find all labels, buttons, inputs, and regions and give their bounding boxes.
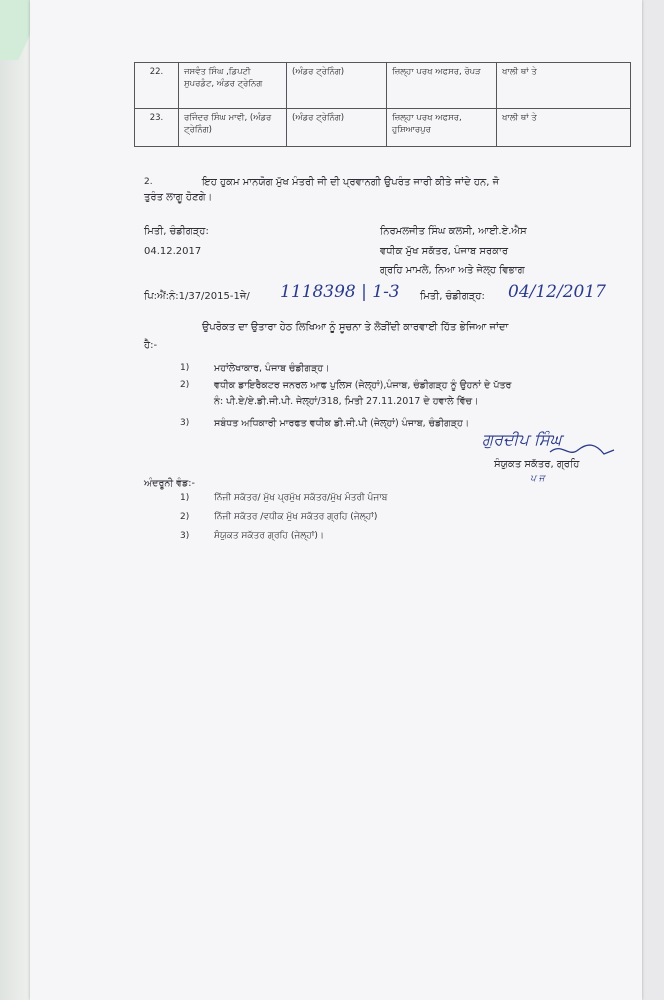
- endorsement-date-label: ਮਿਤੀ, ਚੰਡੀਗੜ੍ਹ:: [420, 291, 485, 302]
- internal-item-text: ਸੰਯੁਕਤ ਸਕੱਤਰ ਗ੍ਰਹਿ (ਜੇਲ੍ਹਾਂ)।: [214, 531, 324, 541]
- endorsement-item-text: ਵਧੀਕ ਡਾਇਰੈਕਟਰ ਜਨਰਲ ਆਫ ਪੁਲਿਸ (ਜੇਲ੍ਹਾਂ),ਪੰਜਾਬ, ਚੰਡੀਗੜ੍ਹ ਨੂੰ ਉਹਨਾਂ ਦੇ ਪੱਤਰ: [214, 380, 512, 391]
- row-vacancy: ਖਾਲੀ ਥਾਂ ਤੇ: [497, 63, 631, 109]
- para2-number: 2.: [144, 177, 153, 187]
- para2-line1: ਇਹ ਹੁਕਮ ਮਾਨਯੋਗ ਮੁੱਖ ਮੰਤਰੀ ਜੀ ਦੀ ਪ੍ਰਵਾਨਗੀ ਉਪਰੰਤ ਜਾਰੀ ਕੀਤੇ ਜਾਂਦੇ ਹਨ, ਜੋ: [202, 177, 500, 188]
- internal-item-text: ਨਿੱਜੀ ਸਕੱਤਰ/ ਮੁੱਖ ਪ੍ਰਮੁੱਖ ਸਕੱਤਰ/ਮੁੱਖ ਮੰਤਰੀ ਪੰਜਾਬ: [214, 493, 388, 503]
- internal-item-number: 3): [180, 531, 190, 541]
- endorsement-date: 04/12/2017: [508, 282, 606, 302]
- handwritten-signature: ਗੁਰਦੀਪ ਸਿੰਘ: [482, 430, 562, 449]
- row-status: (ਅੰਡਰ ਟ੍ਰੇਨਿੰਗ): [287, 63, 387, 109]
- endorsement-item-text-cont: ਨੰ: ਪੀ.ਏ/ਏ.ਡੀ.ਜੀ.ਪੀ. ਜੇਲ੍ਹਾਂ/318, ਮਿਤੀ 27.11.2017 ਦੇ ਹਵਾਲੇ ਵਿੱਚ।: [214, 396, 479, 407]
- row-number: 23.: [135, 109, 179, 147]
- endorsement-item-number: 3): [180, 418, 190, 428]
- endorsement-item-number: 2): [180, 380, 190, 390]
- row-status: (ਅੰਡਰ ਟ੍ਰੇਨਿੰਗ): [287, 109, 387, 147]
- row-name: ਜਸਵੰਤ ਸਿੰਘ ,ਡਿਪਟੀ ਸੁਪਰਡੰਟ, ਅੰਡਰ ਟ੍ਰੇਨਿਗ: [179, 63, 287, 109]
- row-vacancy: ਖਾਲੀ ਥਾਂ ਤੇ: [497, 109, 631, 147]
- endorsement-ref-label: ਪਿ:ਐਂ:ਨੰ:1/37/2015-1ਜੇ/: [144, 291, 250, 302]
- joint-secretary-title: ਸੰਯੁਕਤ ਸਕੱਤਰ, ਗ੍ਰਹਿ: [494, 459, 580, 470]
- row-name: ਰਜਿੰਦਰ ਸਿੰਘ ਮਾਵੀ, (ਅੰਡਰ ਟ੍ਰੇਨਿੰਗ): [179, 109, 287, 147]
- viewer-right-margin: [642, 0, 664, 1000]
- internal-distribution-title: ਅੰਦਰੂਨੀ ਵੰਡ:-: [144, 478, 195, 489]
- postings-table: [134, 62, 631, 147]
- signatory-name: ਨਿਰਮਲਜੀਤ ਸਿੰਘ ਕਲਸੀ, ਆਈ.ਏ.ਐਸ: [380, 226, 527, 237]
- row-officer: ਜ਼ਿਲ੍ਹਾ ਪਰਖ ਅਫਸਰ, ਰੋਪੜ: [387, 63, 497, 109]
- order-date: 04.12.2017: [144, 246, 202, 257]
- signatory-department: ਗ੍ਰਹਿ ਮਾਮਲੇ, ਨਿਆ ਅਤੇ ਜੇਲ੍ਹ ਵਿਭਾਗ: [380, 265, 525, 276]
- row-officer: ਜ਼ਿਲ੍ਹਾ ਪਰਖ ਅਫਸਰ, ਹੁਸ਼ਿਆਰਪੁਰ: [387, 109, 497, 147]
- date-label: ਮਿਤੀ, ਚੰਡੀਗੜ੍ਹ:: [144, 226, 209, 237]
- table-row: [135, 109, 631, 147]
- table-row: [135, 63, 631, 109]
- internal-item-text: ਨਿੱਜੀ ਸਕੱਤਰ /ਵਧੀਕ ਮੁੱਖ ਸਕੱਤਰ ਗ੍ਰਹਿ (ਜੇਲ੍ਹਾਂ): [214, 512, 378, 522]
- endorsement-intro-line1: ਉਪਰੋਕਤ ਦਾ ਉਤਾਰਾ ਹੇਠ ਲਿਖਿਆ ਨੂੰ ਸੂਚਨਾ ਤੇ ਲੋੜੀਂਦੀ ਕਾਰਵਾਈ ਹਿੱਤ ਭੇਜਿਆ ਜਾਂਦਾ: [202, 322, 509, 333]
- row-number: 22.: [135, 63, 179, 109]
- endorsement-item-text: ਸਬੰਧਤ ਅਧਿਕਾਰੀ ਮਾਰਫਤ ਵਧੀਕ ਡੀ.ਜੀ.ਪੀ (ਜੇਲ੍ਹਾਂ) ਪੰਜਾਬ, ਚੰਡੀਗੜ੍ਹ।: [214, 418, 470, 429]
- endorsement-ref-number: 1118398 | 1-3: [280, 282, 400, 302]
- internal-item-number: 2): [180, 512, 190, 522]
- endorsement-item-text: ਮਹਾਂਲੇਖਾਕਾਰ, ਪੰਜਾਬ ਚੰਡੀਗੜ੍ਹ।: [214, 363, 330, 374]
- handwritten-initials: ਪ ਜ: [530, 474, 545, 484]
- internal-item-number: 1): [180, 493, 190, 503]
- signatory-designation: ਵਧੀਕ ਮੁੱਖ ਸਕੱਤਰ, ਪੰਜਾਬ ਸਰਕਾਰ: [380, 246, 509, 257]
- para2-line2: ਤੁਰੰਤ ਲਾਗੂ ਹੋਣਗੇ।: [144, 192, 213, 203]
- endorsement-item-number: 1): [180, 363, 190, 373]
- document-content: [30, 0, 642, 1000]
- viewer-left-margin: [0, 0, 30, 1000]
- document-page: [30, 0, 642, 1000]
- endorsement-intro-line2: ਹੈ:-: [144, 340, 158, 351]
